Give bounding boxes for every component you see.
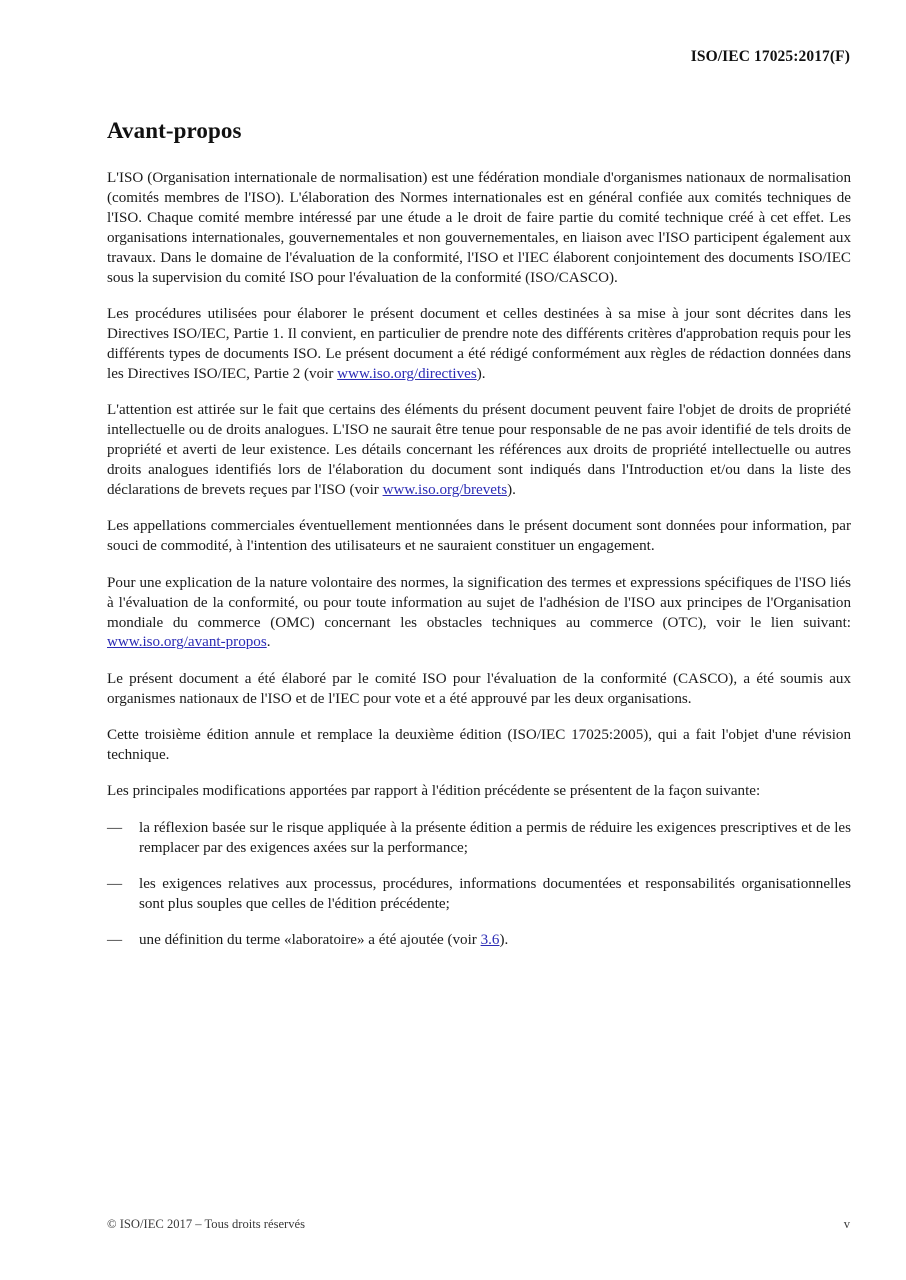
link-clause-3-6[interactable]: 3.6 [480,932,500,949]
paragraph-patent-rights [107,401,851,501]
em-dash-marker: — [107,819,123,836]
paragraph-procedures-text-after: ). [476,365,486,382]
paragraph-casco-committee: Le présent document a été élaboré par le comité ISO pour l'évaluation de la conformité (CASCO), a été soumis aux organismes nationaux de l'ISO et de l'IEC pour vote et a été approuvé par les deux organisations. [107,670,851,707]
page-title: Avant-propos [107,118,242,143]
paragraph-third-edition: Cette troisième édition annule et remplace la deuxième édition (ISO/IEC 17025:2005), qui a fait l'objet d'une révision technique. [107,727,851,764]
list-item-text-after: ). [499,932,509,949]
paragraph-procedures [107,305,851,385]
list-item [107,819,851,859]
page-footer [107,1217,850,1232]
link-iso-avant-propos[interactable]: www.iso.org/avant-propos [107,634,267,651]
paragraph-main-changes-intro: Les principales modifications apportées par rapport à l'édition précédente se présentent de la façon suivante: [107,783,761,800]
link-iso-brevets[interactable]: www.iso.org/brevets [382,481,508,498]
list-item-text-before: une définition du terme «laboratoire» a été ajoutée (voir [139,932,481,949]
list-item-text: les exigences relatives aux processus, procédures, informations documentées et responsabilités organisationnelles sont plus souples que celles de l'édition précédente; [139,876,851,913]
list-item-text: la réflexion basée sur le risque appliquée à la présente édition a permis de réduire les exigences prescriptives et de les remplacer par des exigences axées sur la performance; [139,819,851,856]
list-item [107,931,851,951]
paragraph-wto-tbt-text-after: . [266,634,271,651]
copyright-notice: © ISO/IEC 2017 – Tous droits réservés [107,1217,306,1231]
standard-reference: ISO/IEC 17025:2017(F) [690,48,850,65]
paragraph-patent-rights-text-before: L'attention est attirée sur le fait que certains des éléments du présent document peuvent faire l'objet de droits de propriété intellectuelle ou de droits analogues. L'ISO ne saurait être tenue pour responsable de ne pas avoir identifié de tels droits de propriété et averti de leur existence. Les détails concernant les références aux droits de propriété intellectuelle ou autres droits analogues identifiés lors de l'élaboration du document sont indiqués dans l'Introduction et/ou dans la liste des déclarations de brevets reçues par l'ISO (voir [107,402,851,498]
paragraph-scope-iso: L'ISO (Organisation internationale de normalisation) est une fédération mondiale d'organismes nationaux de normalisation (comités membres de l'ISO). L'élaboration des Normes internationales est en général confiée aux comités techniques de l'ISO. Chaque comité membre intéressé par une étude a le droit de faire partie du comité technique créé à cet effet. Les organisations internationales, gouvernementales et non gouvernementales, en liaison avec l'ISO participent également aux travaux. Dans le domaine de l'évaluation de la conformité, l'ISO et l'IEC élaborent conjointement des documents ISO/IEC sous la supervision du comité ISO pour l'évaluation de la conformité (ISO/CASCO). [107,170,851,286]
link-iso-directives[interactable]: www.iso.org/directives [337,365,477,382]
list-item [107,875,851,915]
paragraph-wto-tbt [107,574,851,654]
page-content [107,118,851,951]
page-number: v [843,1217,850,1231]
running-header [107,48,850,66]
paragraph-trade-names: Les appellations commerciales éventuellement mentionnées dans le présent document sont données pour information, par souci de commodité, à l'intention des utilisateurs et ne sauraient constituer un engagement. [107,518,851,555]
paragraph-patent-rights-text-after: ). [507,481,516,498]
paragraph-procedures-text-before: Les procédures utilisées pour élaborer le présent document et celles destinées à sa mise à jour sont décrites dans les Directives ISO/IEC, Partie 1. Il convient, en particulier de prendre note des différents critères d'approbation requis pour les différents types de documents ISO. Le présent document a été rédigé conformément aux règles de rédaction données dans les Directives ISO/IEC, Partie 2 (voir [107,306,851,382]
em-dash-marker: — [107,932,123,949]
changes-list [107,819,851,952]
paragraph-wto-tbt-text-before: Pour une explication de la nature volontaire des normes, la signification des termes et expressions spécifiques de l'ISO liés à l'évaluation de la conformité, ou pour toute information au sujet de l'adhésion de l'ISO aux principes de l'Organisation mondiale du commerce (OMC) concernant les obstacles techniques au commerce (OTC), voir le lien suivant: [107,574,851,631]
em-dash-marker: — [107,876,123,893]
